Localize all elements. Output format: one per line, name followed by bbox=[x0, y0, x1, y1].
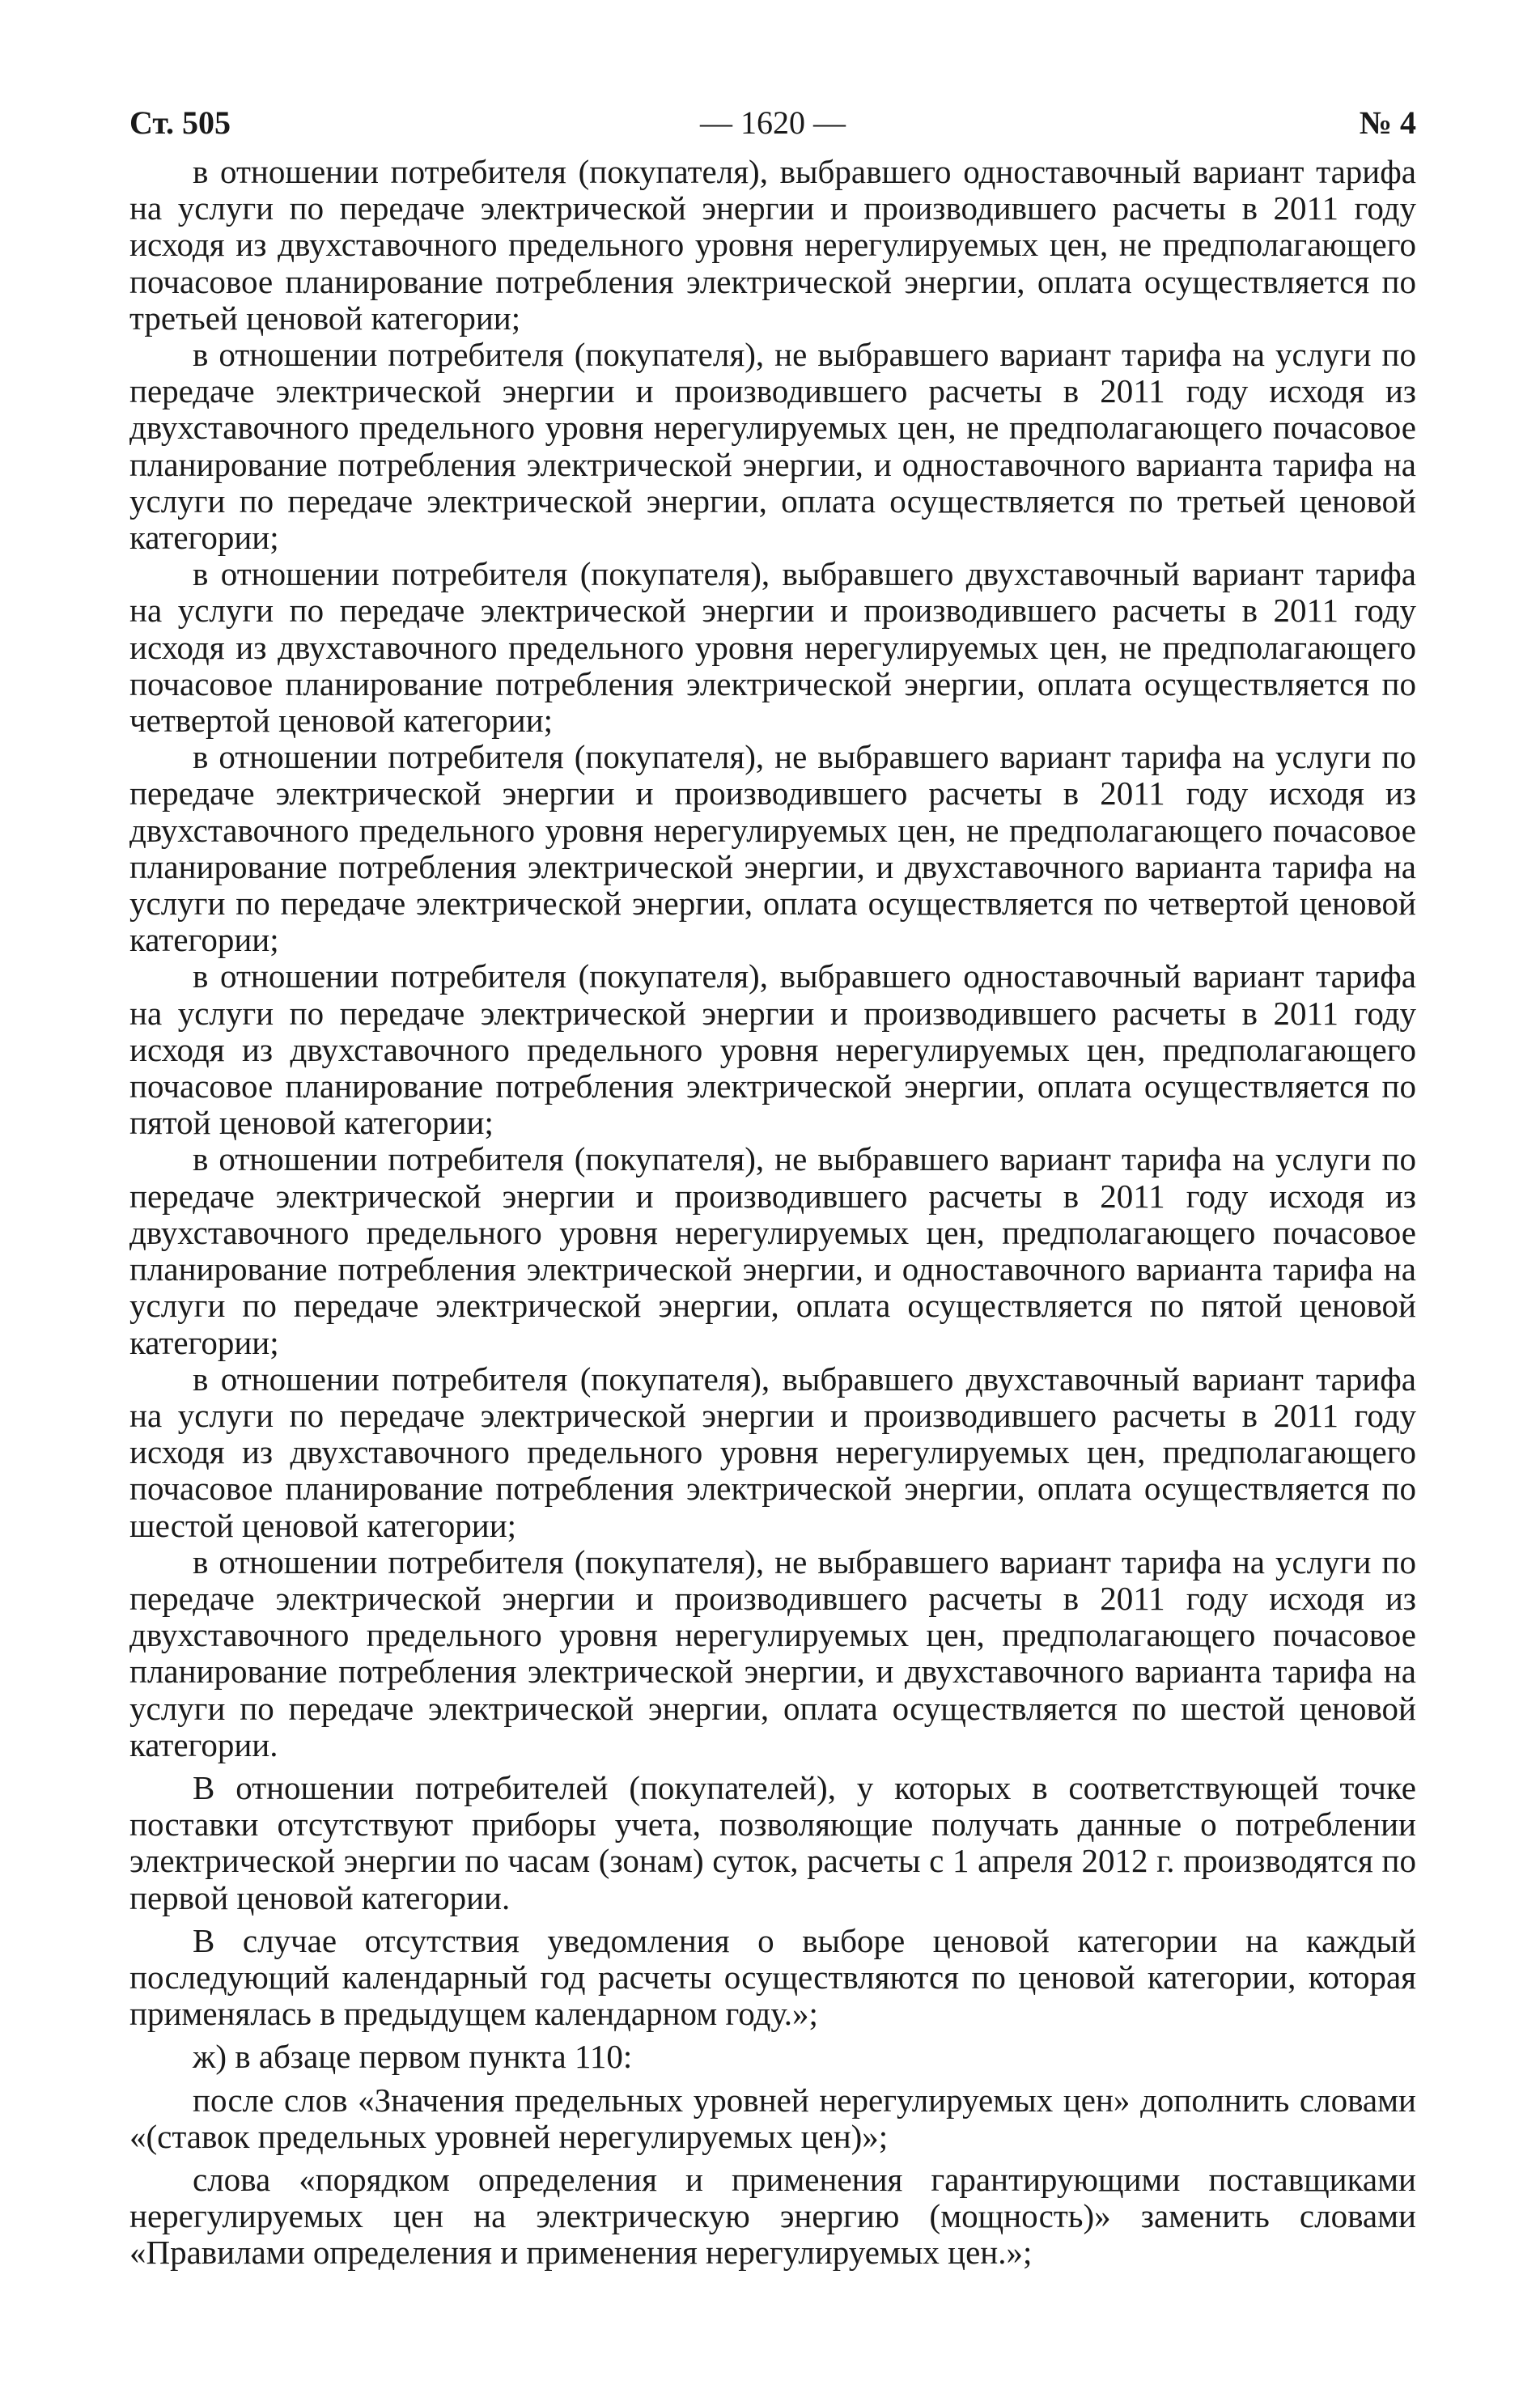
paragraph: ж) в абзаце первом пункта 110: bbox=[193, 2038, 633, 2076]
page-header bbox=[129, 97, 1416, 154]
paragraph: после слов «Значения предельных уровней нерегулируемых цен» дополнить словами «(ставок предельных уровней нерегулируемых цен)»; bbox=[129, 2081, 1416, 2155]
body-text bbox=[129, 154, 1416, 2272]
document-page bbox=[129, 97, 1416, 2272]
paragraph: в отношении потребителя (покупателя), не выбравшего вариант тарифа на услуги по передаче электрической энергии и производившего расчеты в 2011 году исходя из двухставочного предельного уровня нерегулируемых цен, предполагающего почасовое планирование потребления электрической энергии, и одноставочного варианта тарифа на услуги по передаче электрической энергии, оплата осуществляется по пятой ценовой категории; bbox=[129, 1140, 1416, 1361]
paragraph: в отношении потребителя (покупателя), не выбравшего вариант тарифа на услуги по передаче электрической энергии и производившего расчеты в 2011 году исходя из двухставочного предельного уровня нерегулируемых цен, не предполагающего почасовое планирование потребления электрической энергии, и двухставочного варианта тарифа на услуги по передаче электрической энергии, оплата осуществляется по четвертой ценовой категории; bbox=[129, 738, 1416, 959]
article-number: Ст. 505 bbox=[129, 104, 231, 141]
paragraph: в отношении потребителя (покупателя), не выбравшего вариант тарифа на услуги по передаче электрической энергии и производившего расчеты в 2011 году исходя из двухставочного предельного уровня нерегулируемых цен, предполагающего почасовое планирование потребления электрической энергии, и двухставочного варианта тарифа на услуги по передаче электрической энергии, оплата осуществляется по шестой ценовой категории. bbox=[129, 1542, 1416, 1763]
paragraph: в отношении потребителя (покупателя), не выбравшего вариант тарифа на услуги по передаче электрической энергии и производившего расчеты в 2011 году исходя из двухставочного предельного уровня нерегулируемых цен, не предполагающего почасовое планирование потребления электрической энергии, и одноставочного варианта тарифа на услуги по передаче электрической энергии, оплата осуществляется по третьей ценовой категории; bbox=[129, 336, 1416, 557]
paragraph: в отношении потребителя (покупателя), выбравшего одноставочный вариант тарифа на услуги по передаче электрической энергии и производившего расчеты в 2011 году исходя из двухставочного предельного уровня нерегулируемых цен, не предполагающего почасовое планирование потребления электрической энергии, оплата осуществляется по третьей ценовой категории; bbox=[129, 153, 1416, 337]
paragraph: В отношении потребителей (покупателей), у которых в соответствующей точке поставки отсутствуют приборы учета, позволяющие получать данные о потреблении электрической энергии по часам (зонам) суток, расчеты с 1 апреля 2012 г. производятся по первой ценовой категории. bbox=[129, 1768, 1416, 1916]
paragraph: слова «порядком определения и применения гарантирующими поставщиками нерегулируемых цен на электрическую энергию (мощность)» заменить словами «Правилами определения и применения нерегулируемых цен.»; bbox=[129, 2160, 1416, 2272]
paragraph: в отношении потребителя (покупателя), выбравшего двухставочный вариант тарифа на услуги по передаче электрической энергии и производившего расчеты в 2011 году исходя из двухставочного предельного уровня нерегулируемых цен, не предполагающего почасовое планирование потребления электрической энергии, оплата осуществляется по четвертой ценовой категории; bbox=[129, 555, 1416, 740]
paragraph: в отношении потребителя (покупателя), выбравшего одноставочный вариант тарифа на услуги по передаче электрической энергии и производившего расчеты в 2011 году исходя из двухставочного предельного уровня нерегулируемых цен, предполагающего почасовое планирование потребления электрической энергии, оплата осуществляется по пятой ценовой категории; bbox=[129, 957, 1416, 1142]
paragraph: В случае отсутствия уведомления о выборе ценовой категории на каждый последующий календарный год расчеты осуществляются по ценовой категории, которая применялась в предыдущем календарном году.»; bbox=[129, 1921, 1416, 2033]
page-number: — 1620 — bbox=[700, 104, 846, 141]
issue-number: № 4 bbox=[1359, 104, 1416, 141]
paragraph: в отношении потребителя (покупателя), выбравшего двухставочный вариант тарифа на услуги по передаче электрической энергии и производившего расчеты в 2011 году исходя из двухставочного предельного уровня нерегулируемых цен, предполагающего почасовое планирование потребления электрической энергии, оплата осуществляется по шестой ценовой категории; bbox=[129, 1360, 1416, 1544]
